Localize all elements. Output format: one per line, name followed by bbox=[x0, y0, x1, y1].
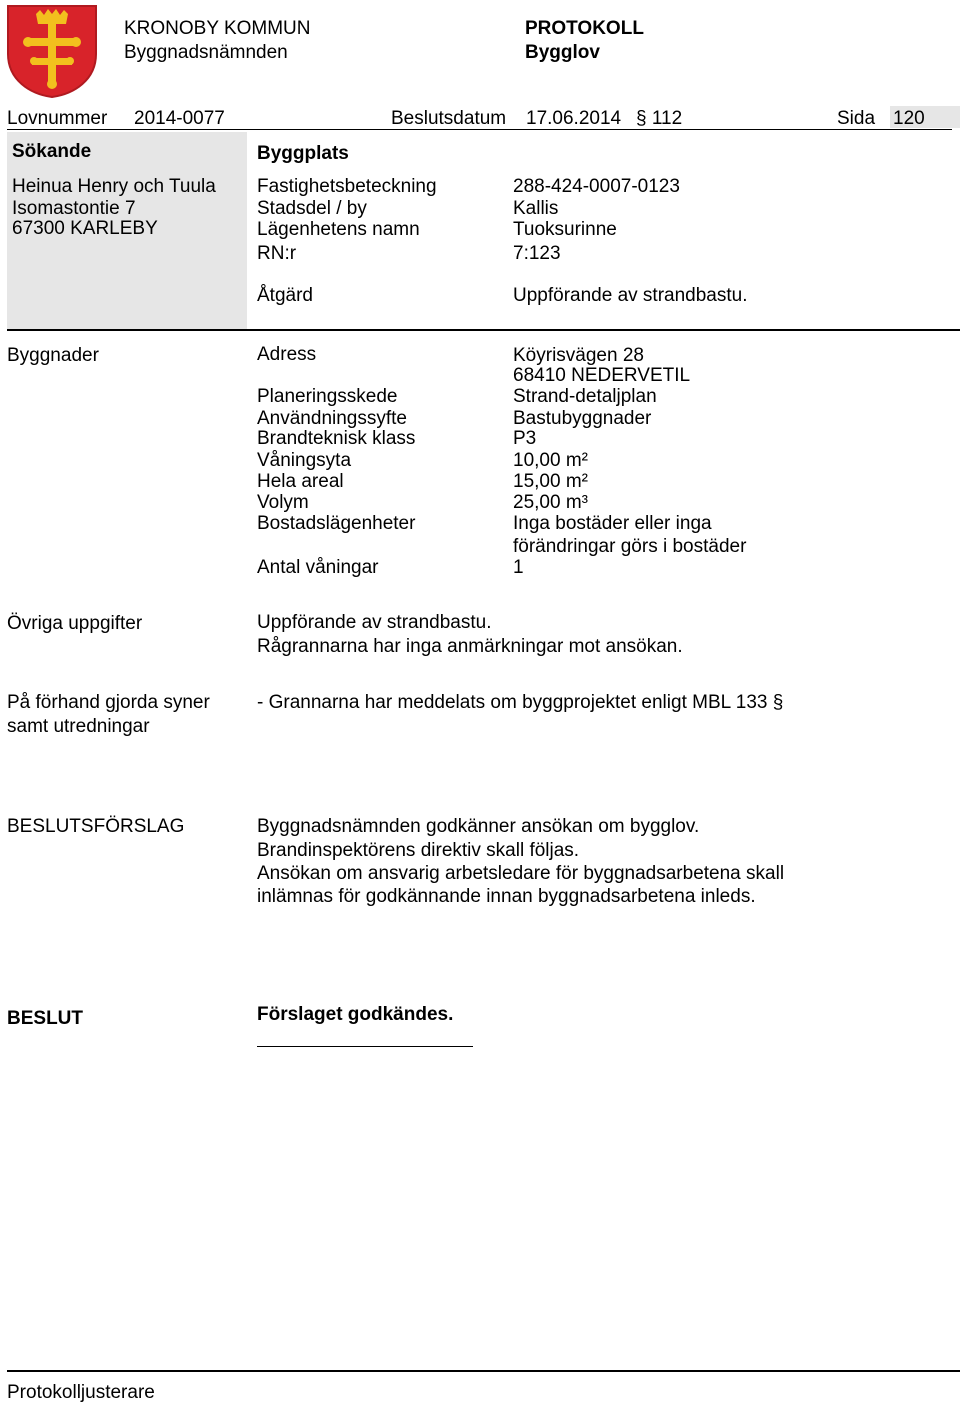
sokande-heading: Sökande bbox=[12, 141, 92, 162]
brandteknisk-klass-label: Brandteknisk klass bbox=[257, 428, 416, 449]
beslutsdatum-label: Beslutsdatum bbox=[391, 108, 507, 129]
beslutsforslag-line3: Ansökan om ansvarig arbetsledare för byggnadsarbetena skall bbox=[257, 863, 785, 884]
beslut-underline bbox=[257, 1046, 473, 1047]
ovriga-uppgifter-line2: Rågrannarna har inga anmärkningar mot ansökan. bbox=[257, 636, 683, 657]
protokolljusterare-label: Protokolljusterare bbox=[7, 1382, 155, 1403]
lagenhetens-namn-label: Lägenhetens namn bbox=[257, 219, 420, 240]
beslut-label: BESLUT bbox=[7, 1008, 83, 1029]
byggnader-label: Byggnader bbox=[7, 345, 99, 366]
volym-value: 25,00 m³ bbox=[513, 492, 588, 513]
atgard-label: Åtgärd bbox=[257, 285, 313, 306]
vaningsyta-value: 10,00 m² bbox=[513, 450, 588, 471]
rnr-label: RN:r bbox=[257, 243, 297, 264]
lagenhetens-namn-value: Tuoksurinne bbox=[513, 219, 617, 240]
section-divider bbox=[7, 329, 960, 331]
byggplats-heading: Byggplats bbox=[257, 143, 349, 164]
sida-value: 120 bbox=[893, 108, 925, 129]
document-type: PROTOKOLL bbox=[525, 18, 644, 39]
sokande-name: Heinua Henry och Tuula bbox=[12, 176, 216, 197]
stadsdel-value: Kallis bbox=[513, 198, 559, 219]
bostadslagenheter-label: Bostadslägenheter bbox=[257, 513, 416, 534]
beslutsdatum-value: 17.06.2014 bbox=[526, 108, 622, 129]
fastighetsbeteckning-value: 288-424-0007-0123 bbox=[513, 176, 680, 197]
document-subtype: Bygglov bbox=[525, 42, 600, 63]
fastighetsbeteckning-label: Fastighetsbeteckning bbox=[257, 176, 437, 197]
beslutsforslag-line2: Brandinspektörens direktiv skall följas. bbox=[257, 840, 580, 861]
adress-label: Adress bbox=[257, 344, 317, 365]
org-name: KRONOBY KOMMUN bbox=[124, 18, 311, 39]
adress-line2: 68410 NEDERVETIL bbox=[513, 365, 691, 386]
vaningsyta-label: Våningsyta bbox=[257, 450, 352, 471]
anvandningssyfte-value: Bastubyggnader bbox=[513, 408, 652, 429]
kronoby-coat-of-arms-logo bbox=[6, 4, 98, 98]
atgard-value: Uppförande av strandbastu. bbox=[513, 285, 748, 306]
antal-vaningar-value: 1 bbox=[513, 557, 524, 578]
syner-text: - Grannarna har meddelats om byggprojektet enligt MBL 133 § bbox=[257, 692, 784, 713]
bostadslagenheter-value-line2: förändringar görs i bostäder bbox=[513, 536, 747, 557]
hela-areal-label: Hela areal bbox=[257, 471, 344, 492]
ovriga-uppgifter-line1: Uppförande av strandbastu. bbox=[257, 612, 492, 633]
antal-vaningar-label: Antal våningar bbox=[257, 557, 379, 578]
hela-areal-value: 15,00 m² bbox=[513, 471, 588, 492]
planeringsskede-value: Strand-detaljplan bbox=[513, 386, 657, 407]
footer-divider bbox=[7, 1370, 960, 1372]
rnr-value: 7:123 bbox=[513, 243, 561, 264]
beslut-text: Förslaget godkändes. bbox=[257, 1004, 454, 1025]
syner-label-line1: På förhand gjorda syner bbox=[7, 692, 210, 713]
volym-label: Volym bbox=[257, 492, 309, 513]
meta-underline bbox=[7, 129, 952, 130]
lovnummer-value: 2014-0077 bbox=[134, 108, 225, 129]
sokande-postcode: 67300 KARLEBY bbox=[12, 218, 158, 239]
beslutsforslag-line1: Byggnadsnämnden godkänner ansökan om bygglov. bbox=[257, 816, 700, 837]
ovriga-uppgifter-label: Övriga uppgifter bbox=[7, 613, 143, 634]
bostadslagenheter-value-line1: Inga bostäder eller inga bbox=[513, 513, 712, 534]
beslutsforslag-label: BESLUTSFÖRSLAG bbox=[7, 816, 185, 837]
adress-line1: Köyrisvägen 28 bbox=[513, 345, 644, 366]
stadsdel-label: Stadsdel / by bbox=[257, 198, 367, 219]
syner-label-line2: samt utredningar bbox=[7, 716, 150, 737]
brandteknisk-klass-value: P3 bbox=[513, 428, 537, 449]
anvandningssyfte-label: Användningssyfte bbox=[257, 408, 407, 429]
planeringsskede-label: Planeringsskede bbox=[257, 386, 398, 407]
paragraph-number: § 112 bbox=[636, 108, 683, 129]
sokande-street: Isomastontie 7 bbox=[12, 198, 136, 219]
sida-label: Sida bbox=[837, 108, 876, 129]
beslutsforslag-line4: inlämnas för godkännande innan byggnadsarbetena inleds. bbox=[257, 886, 756, 907]
org-department: Byggnadsnämnden bbox=[124, 42, 288, 63]
lovnummer-label: Lovnummer bbox=[7, 108, 108, 129]
